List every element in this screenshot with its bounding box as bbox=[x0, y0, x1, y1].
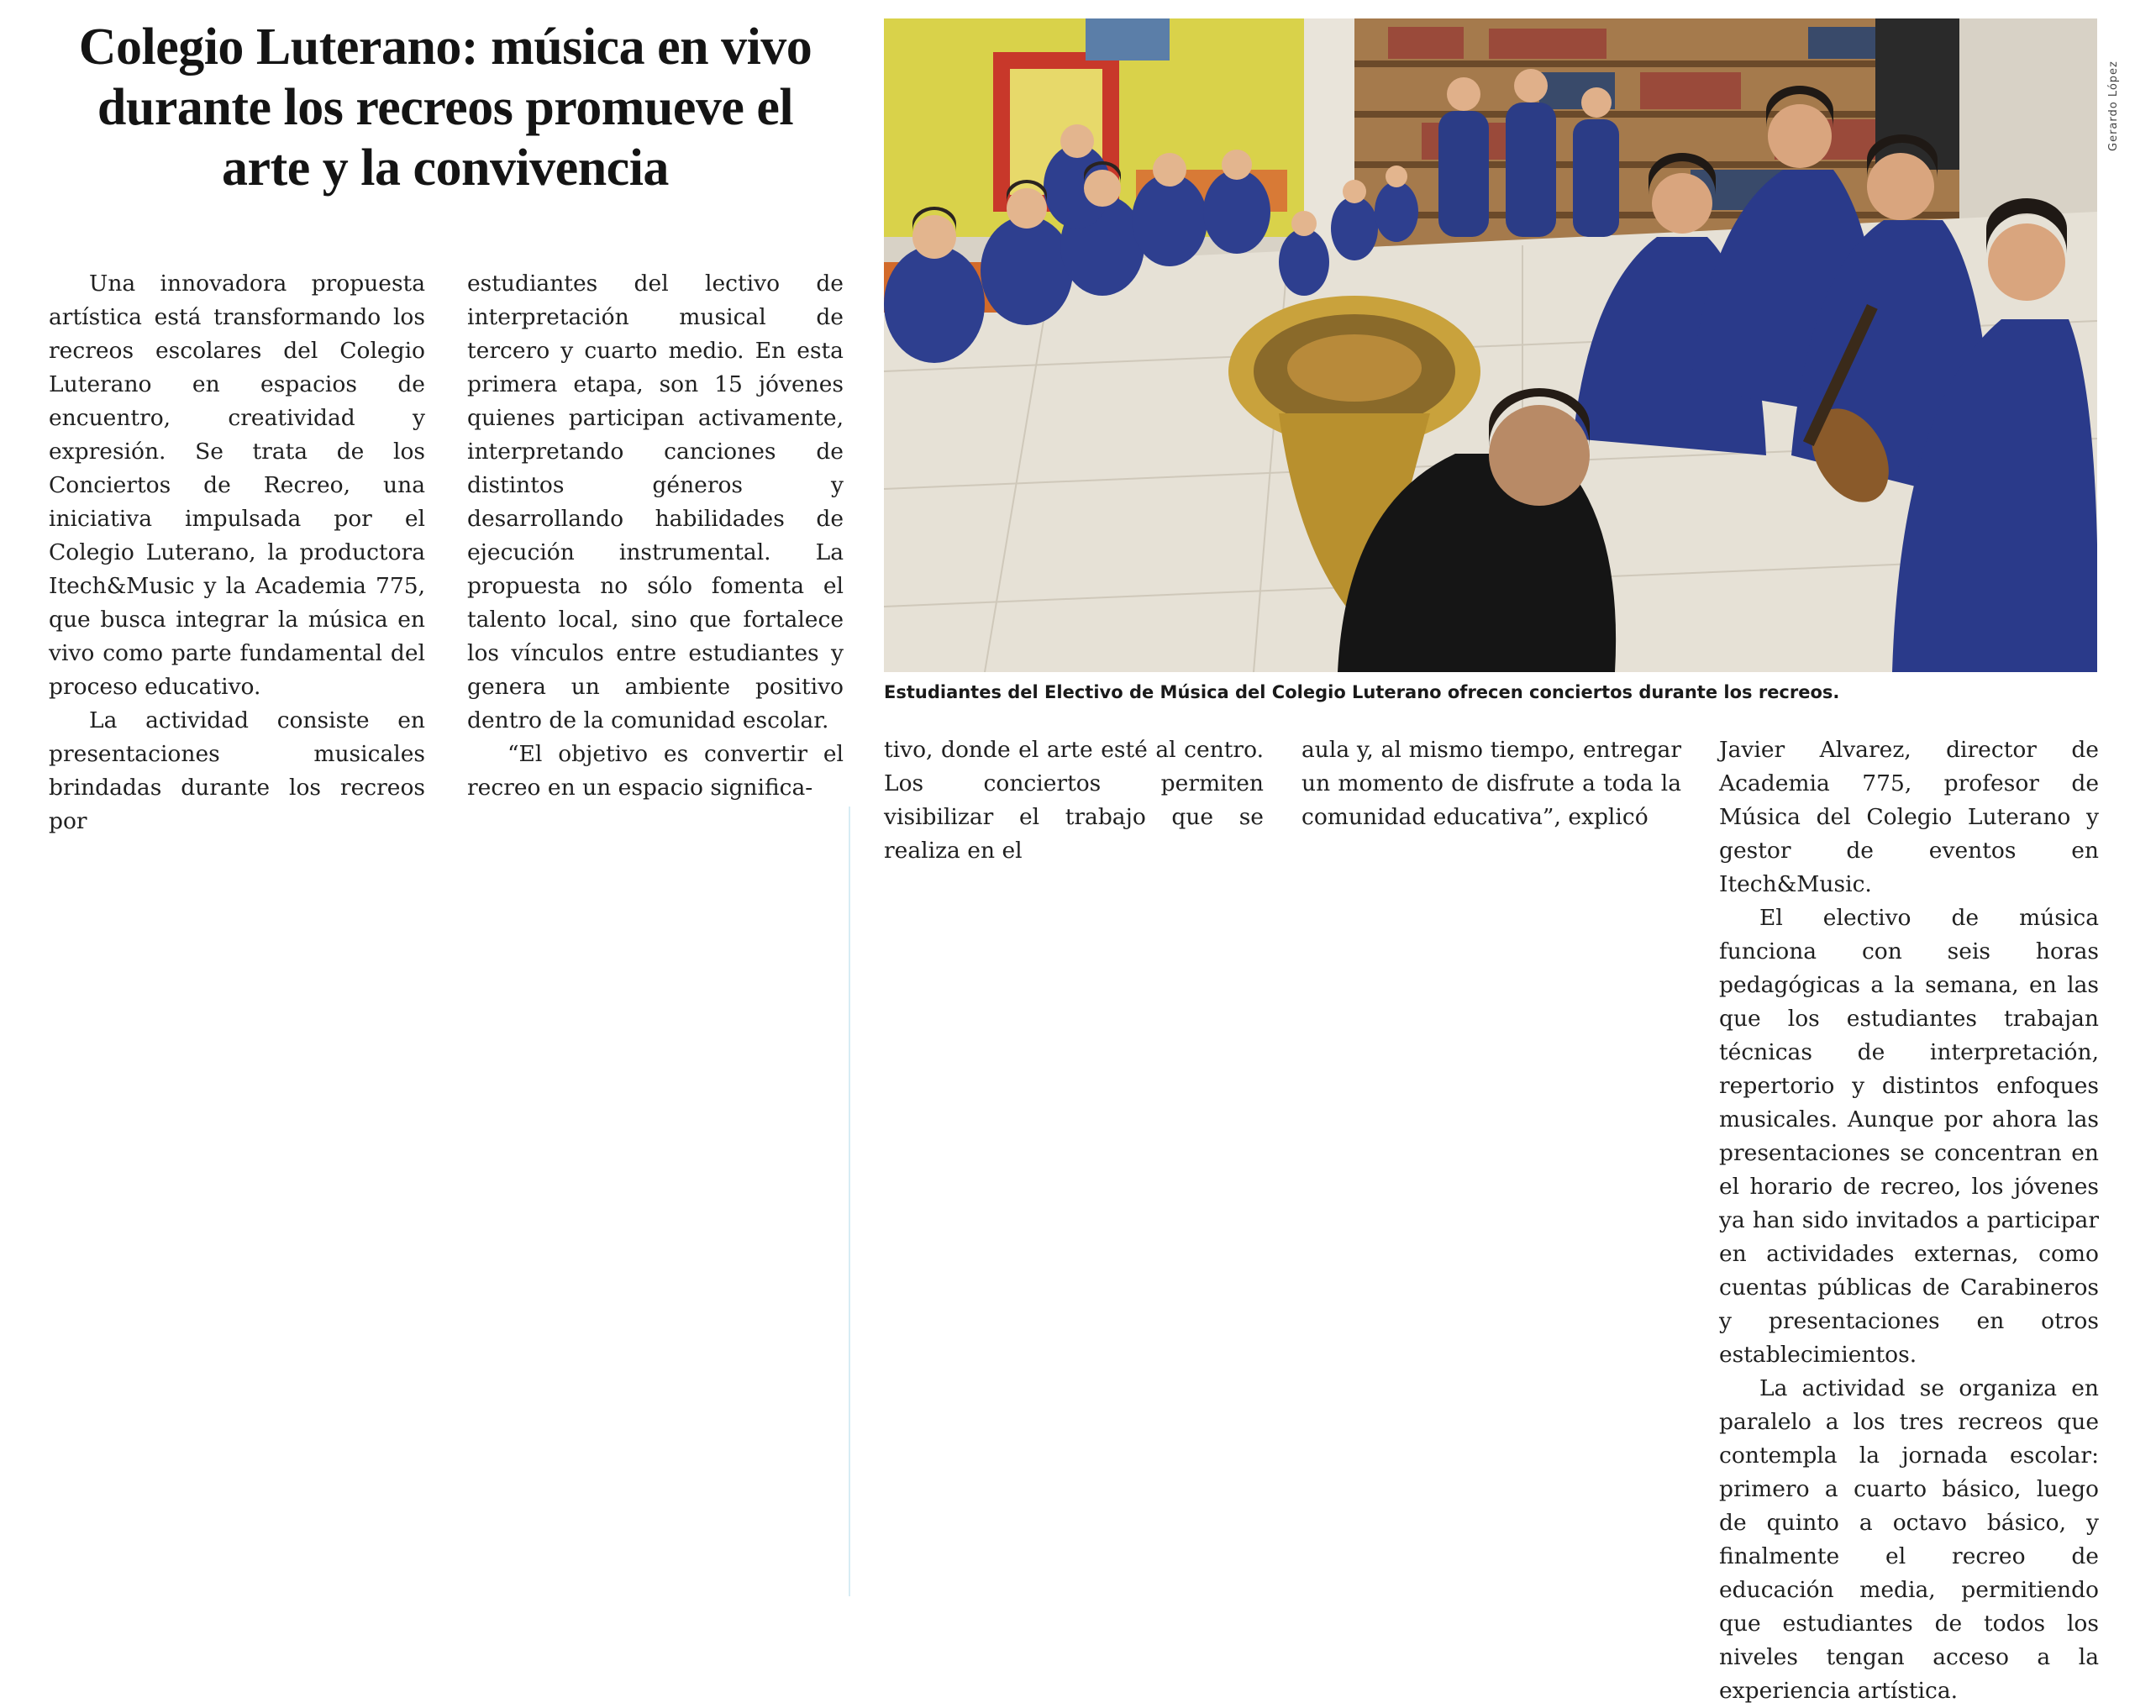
article-paragraph: estudiantes del lectivo de interpretación musical de tercero y cuarto medio. En esta primera etapa, son 15 jóvenes quienes participan activamente, interpretando canciones de distintos géneros y desarrollando habilidades de ejecución instrumental. La propuesta no sólo fomenta el talento local, sino que fortalece los vínculos entre estudiantes y genera un ambiente positivo dentro de la comunidad escolar. bbox=[467, 271, 844, 733]
article-column-5 bbox=[1719, 733, 2099, 1708]
article-paragraph: Javier Alvarez, director de Academia 775, profesor de Música del Colegio Luterano y gestor de eventos en Itech&Music. bbox=[1719, 737, 2099, 897]
article-paragraph: El electivo de música funciona con seis horas pedagógicas a la semana, en las que los estudiantes trabajan técnicas de interpretación, repertorio y distintos enfoques musicales. Aunque por ahora las presentaciones se concentran en el horario de recreo, los jóvenes ya han sido invitados a participar en actividades externas, como cuentas públicas de Carabineros y presentaciones en otros establecimientos. bbox=[1719, 905, 2099, 1368]
article-paragraph: La actividad se organiza en paralelo a los tres recreos que contempla la jornada escolar: primero a cuarto básico, luego de quinto a octavo básico, y finalmente el recreo de educación media, permitiendo que estudiantes de todos los niveles tengan acceso a la experiencia artística. bbox=[1719, 1375, 2099, 1704]
photo-caption: Estudiantes del Electivo de Música del Colegio Luterano ofrecen conciertos durante los recreos. bbox=[884, 682, 1840, 702]
article-column-4 bbox=[1301, 733, 1681, 834]
students-concert-photo bbox=[884, 18, 2097, 672]
article-paragraph: Una innovadora propuesta artística está transformando los recreos escolares del Colegio Luterano en espacios de encuentro, creatividad y expresión. Se trata de los Conciertos de Recreo, una iniciativa impulsada por el Colegio Luterano, la productora Itech&Music y la Academia 775, que busca integrar la música en vivo como parte fundamental del proceso educativo. bbox=[49, 271, 425, 700]
article-photo bbox=[884, 18, 2097, 672]
column-divider bbox=[849, 807, 850, 1596]
article-column-2 bbox=[467, 267, 844, 805]
article-paragraph: La actividad consiste en presentaciones musicales brindadas durante los recreos por bbox=[49, 707, 425, 834]
headline: Colegio Luterano: música en vivo durante los recreos promueve el arte y la convivencia bbox=[78, 18, 812, 197]
article-paragraph: aula y, al mismo tiempo, entregar un momento de disfrute a toda la comunidad educativa”, explicó bbox=[1301, 737, 1681, 830]
photo-credit: Gerardo López bbox=[2107, 60, 2120, 151]
article-column-3 bbox=[884, 733, 1264, 868]
article-column-1 bbox=[49, 267, 425, 838]
article-paragraph: tivo, donde el arte esté al centro. Los conciertos permiten visibilizar el trabajo que se realiza en el bbox=[884, 737, 1264, 864]
article-paragraph: “El objetivo es convertir el recreo en un espacio significa- bbox=[467, 741, 844, 801]
